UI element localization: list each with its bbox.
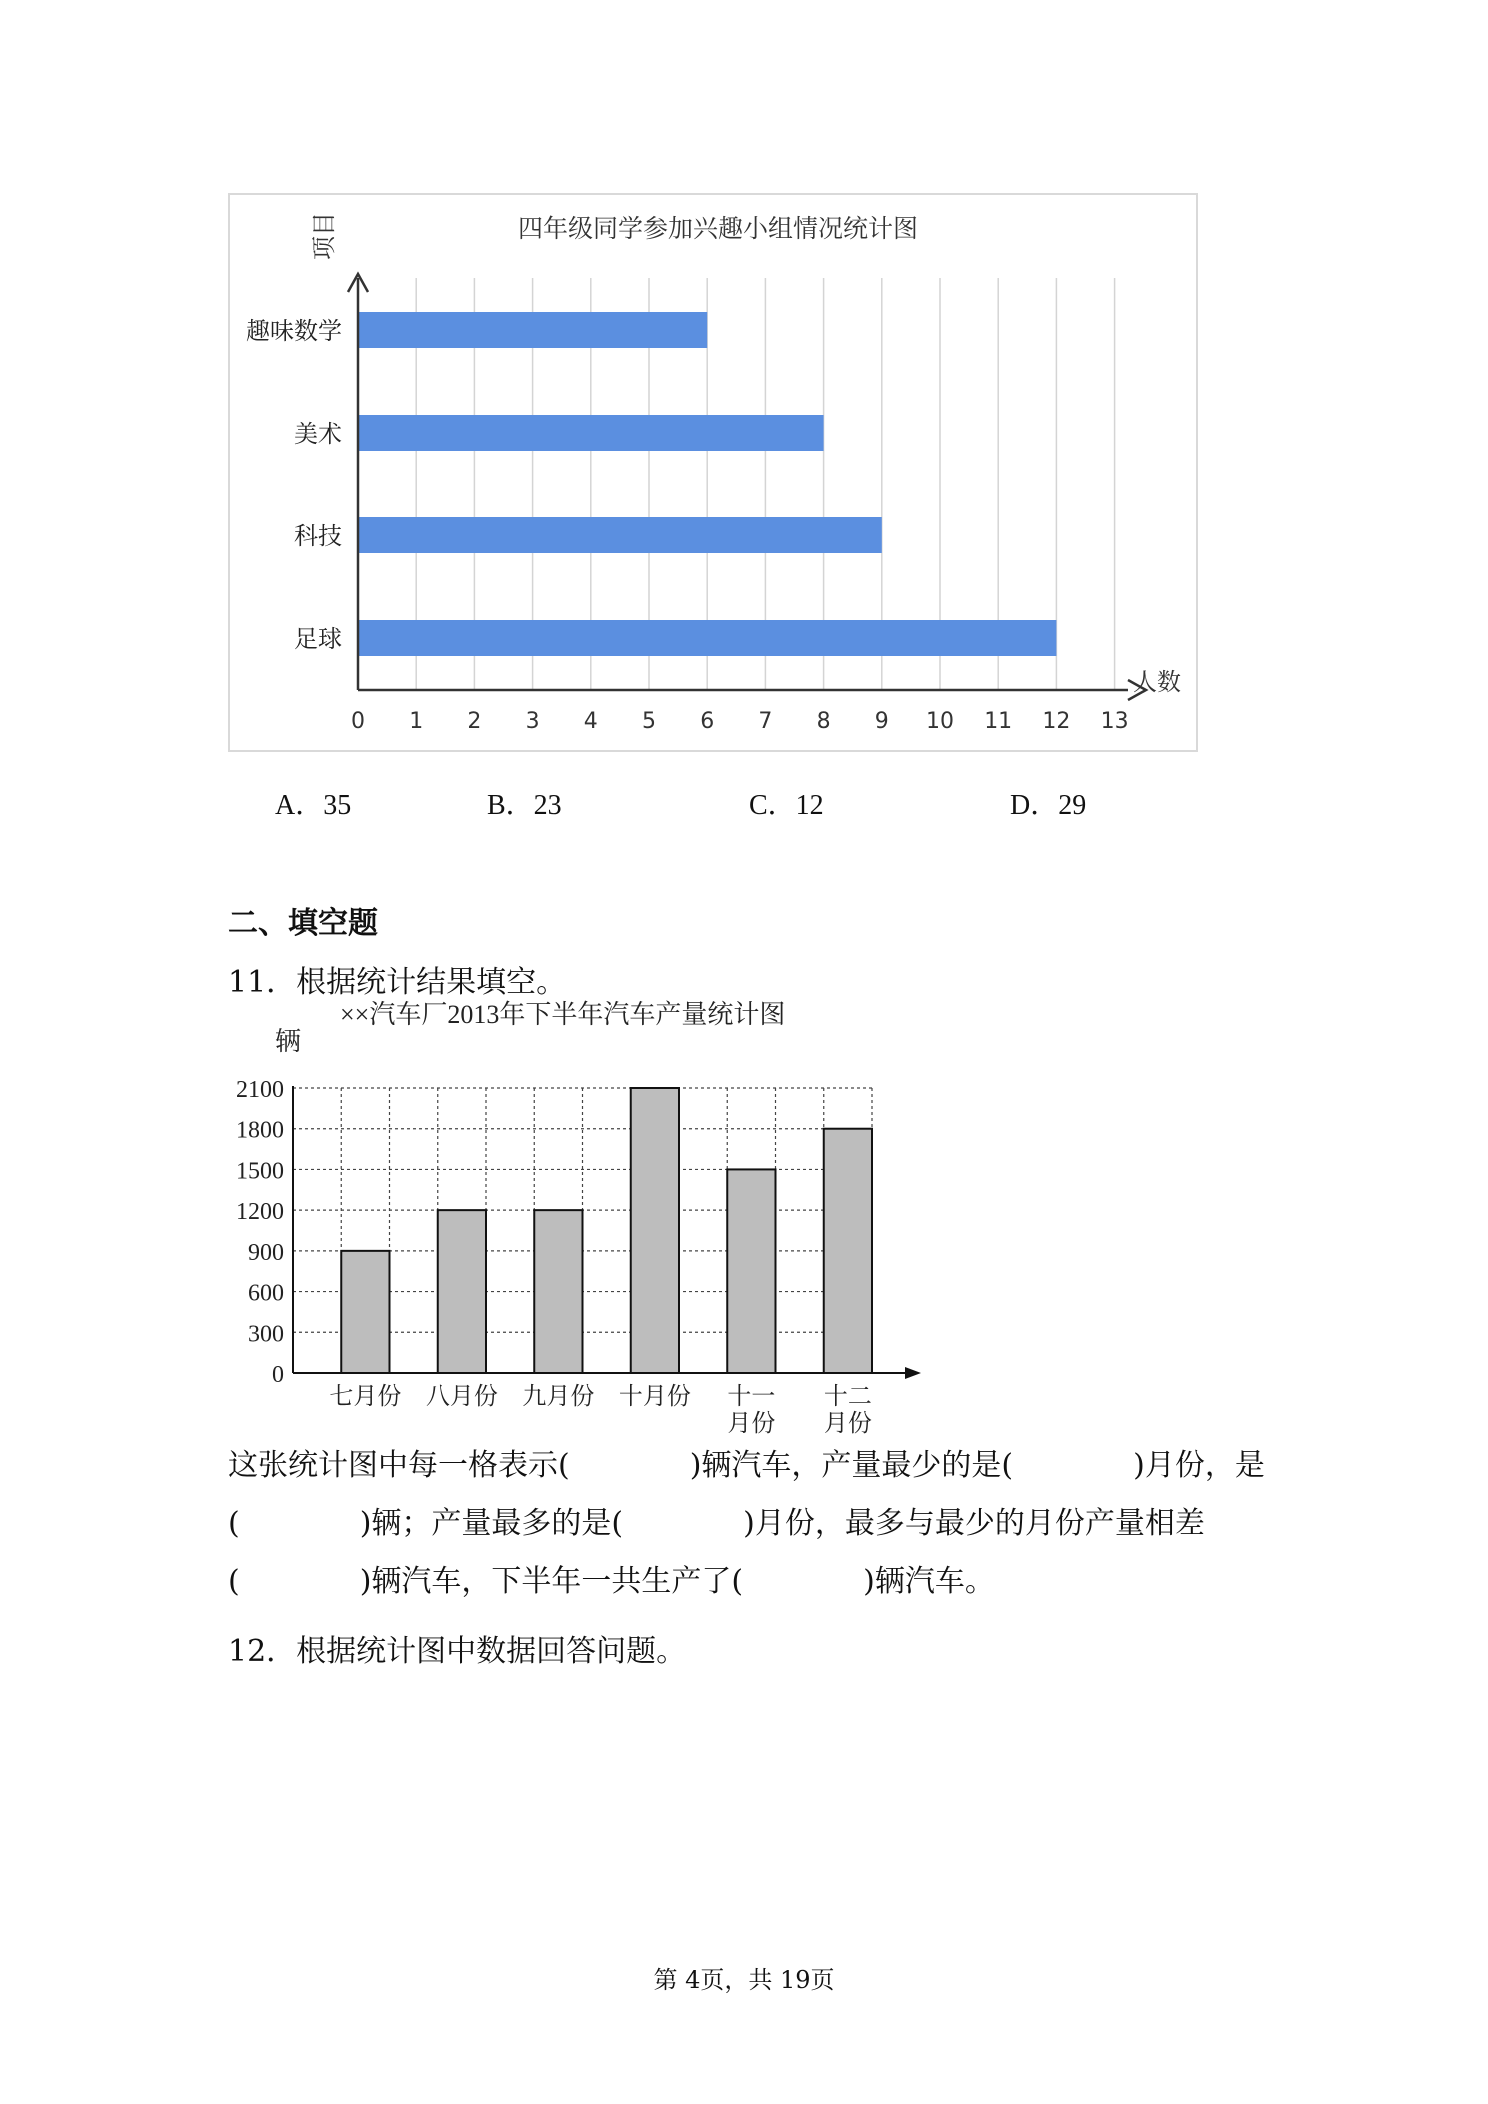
chart2-category-label: 九月份 xyxy=(522,1384,595,1410)
chart2-bar xyxy=(341,1251,389,1373)
question-12-prompt: 12．根据统计图中数据回答问题。 xyxy=(228,1634,687,1669)
chart1-x-tick-label: 12 xyxy=(1042,709,1071,734)
chart1-x-tick-label: 10 xyxy=(926,709,954,734)
option-a[interactable]: A．35 xyxy=(275,790,352,821)
chart1-x-tick-label: 9 xyxy=(874,709,889,734)
chart1-category-label: 趣味数学 xyxy=(246,317,342,345)
chart2-y-tick-label: 900 xyxy=(248,1239,284,1266)
chart1-bar xyxy=(358,312,707,348)
chart1-x-tick-label: 2 xyxy=(467,709,482,734)
chart1-x-tick-label: 1 xyxy=(409,709,424,734)
chart2-y-tick-label: 1800 xyxy=(236,1117,284,1144)
chart2-x-axis-arrow xyxy=(905,1367,921,1379)
chart2-bar xyxy=(438,1210,486,1373)
chart1-category-label: 足球 xyxy=(294,625,342,653)
chart1-bar xyxy=(358,415,824,451)
chart2-category-label: 月份 xyxy=(823,1411,872,1437)
chart1-y-axis-label: 项目 xyxy=(310,212,338,260)
chart1-x-tick-label: 3 xyxy=(525,709,540,734)
chart2-category-label: 十二 xyxy=(823,1384,872,1410)
option-c[interactable]: C．12 xyxy=(749,790,824,821)
chart1-x-tick-label: 11 xyxy=(984,709,1013,734)
chart2-title: ××汽车厂2013年下半年汽车产量统计图 xyxy=(340,1000,786,1029)
chart2-y-tick-label: 300 xyxy=(248,1321,284,1348)
option-b[interactable]: B．23 xyxy=(487,790,562,821)
chart2-y-axis-label: 辆 xyxy=(275,1027,302,1056)
chart2-y-tick-label: 0 xyxy=(272,1362,284,1388)
chart1-bar xyxy=(358,517,882,553)
chart2-category-label: 十月份 xyxy=(618,1384,691,1410)
chart2-y-tick-label: 1500 xyxy=(236,1158,284,1185)
chart2-bar xyxy=(534,1210,582,1373)
chart1-x-tick-label: 13 xyxy=(1100,709,1129,734)
chart2-svg xyxy=(0,990,1488,1440)
chart2-category-label: 七月份 xyxy=(329,1384,402,1410)
chart1-title: 四年级同学参加兴趣小组情况统计图 xyxy=(517,214,919,243)
chart2-y-tick-label: 1200 xyxy=(236,1199,284,1226)
question-11-line-3: ( )辆汽车，下半年一共生产了( )辆汽车。 xyxy=(228,1564,995,1599)
chart1-x-tick-label: 7 xyxy=(758,709,773,734)
question-11-line-2: ( )辆；产量最多的是( )月份，最多与最少的月份产量相差 xyxy=(228,1506,1205,1541)
chart2-bar xyxy=(727,1169,775,1373)
chart2-y-tick-label: 2100 xyxy=(236,1077,284,1103)
chart1-category-label: 科技 xyxy=(294,522,342,550)
chart1-x-tick-label: 6 xyxy=(700,709,715,734)
chart2-y-tick-label: 600 xyxy=(248,1280,284,1307)
chart2-bar xyxy=(631,1088,679,1373)
chart1-bar xyxy=(358,620,1056,656)
chart1-x-tick-label: 8 xyxy=(816,709,831,734)
chart1-x-tick-label: 4 xyxy=(583,709,598,734)
chart2-bar xyxy=(824,1129,872,1373)
chart1-svg xyxy=(0,0,1488,800)
chart2-category-label: 月份 xyxy=(727,1411,776,1437)
chart2-category-label: 十一 xyxy=(727,1384,776,1410)
option-d[interactable]: D．29 xyxy=(1010,790,1087,821)
chart1-x-axis-label: 人数 xyxy=(1133,668,1181,696)
page-footer: 第 4页，共 19页 xyxy=(653,1966,835,1994)
chart1-x-tick-label: 5 xyxy=(642,709,656,734)
question-11-prompt: 11．根据统计结果填空。 xyxy=(228,965,567,1000)
section-title: 二、填空题 xyxy=(228,906,378,941)
question-11-line-1: 这张统计图中每一格表示( )辆汽车，产量最少的是( )月份，是 xyxy=(228,1448,1265,1483)
chart2-category-label: 八月份 xyxy=(425,1384,498,1410)
chart1-x-tick-label: 0 xyxy=(351,709,365,734)
chart1-category-label: 美术 xyxy=(294,420,342,448)
